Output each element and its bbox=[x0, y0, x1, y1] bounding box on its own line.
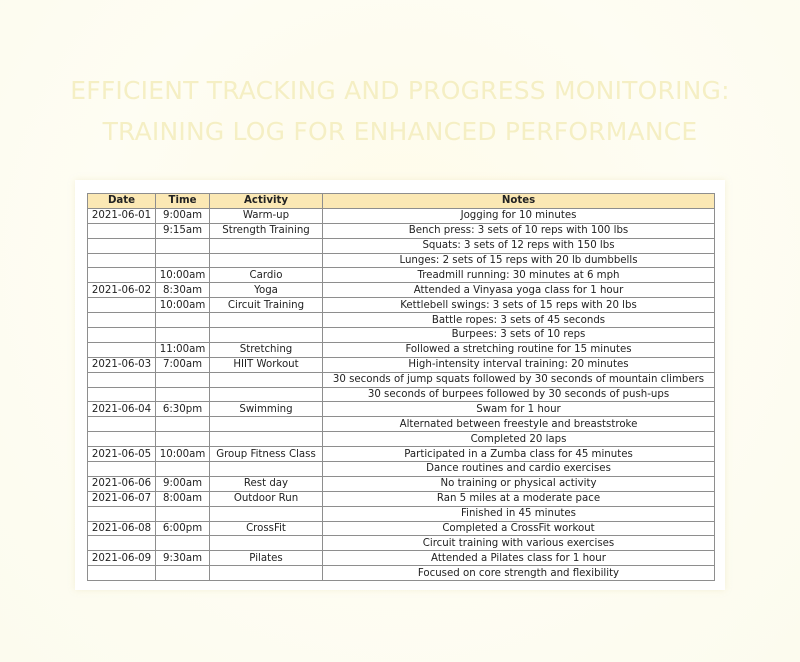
cell-activity: Stretching bbox=[210, 342, 323, 357]
table-row bbox=[88, 387, 715, 402]
table-row bbox=[88, 566, 715, 581]
cell-time: 9:30am bbox=[156, 551, 210, 566]
cell-activity bbox=[210, 506, 323, 521]
cell-time bbox=[156, 387, 210, 402]
cell-date: 2021-06-09 bbox=[88, 551, 156, 566]
cell-notes: Followed a stretching routine for 15 minutes bbox=[323, 342, 715, 357]
cell-activity bbox=[210, 462, 323, 477]
cell-notes: Treadmill running: 30 minutes at 6 mph bbox=[323, 268, 715, 283]
cell-time: 9:15am bbox=[156, 223, 210, 238]
cell-date: 2021-06-04 bbox=[88, 402, 156, 417]
cell-activity: Yoga bbox=[210, 283, 323, 298]
header-row bbox=[88, 194, 715, 209]
cell-notes: Circuit training with various exercises bbox=[323, 536, 715, 551]
cell-notes: 30 seconds of burpees followed by 30 seconds of push-ups bbox=[323, 387, 715, 402]
cell-date: 2021-06-07 bbox=[88, 491, 156, 506]
table-row bbox=[88, 357, 715, 372]
cell-time: 7:00am bbox=[156, 357, 210, 372]
cell-time bbox=[156, 536, 210, 551]
header-date: Date bbox=[88, 194, 156, 209]
cell-activity bbox=[210, 566, 323, 581]
cell-time bbox=[156, 313, 210, 328]
cell-time: 11:00am bbox=[156, 342, 210, 357]
cell-time bbox=[156, 566, 210, 581]
cell-date bbox=[88, 253, 156, 268]
cell-time: 10:00am bbox=[156, 447, 210, 462]
cell-date: 2021-06-06 bbox=[88, 476, 156, 491]
table-row bbox=[88, 402, 715, 417]
cell-date bbox=[88, 566, 156, 581]
cell-time bbox=[156, 328, 210, 343]
cell-date: 2021-06-01 bbox=[88, 208, 156, 223]
cell-activity: HIIT Workout bbox=[210, 357, 323, 372]
cell-notes: Focused on core strength and flexibility bbox=[323, 566, 715, 581]
cell-activity bbox=[210, 313, 323, 328]
cell-date bbox=[88, 313, 156, 328]
cell-date bbox=[88, 238, 156, 253]
cell-date bbox=[88, 536, 156, 551]
header-time: Time bbox=[156, 194, 210, 209]
cell-time: 6:30pm bbox=[156, 402, 210, 417]
title-line-2: TRAINING LOG FOR ENHANCED PERFORMANCE bbox=[102, 117, 698, 146]
cell-date: 2021-06-03 bbox=[88, 357, 156, 372]
cell-activity bbox=[210, 536, 323, 551]
cell-activity bbox=[210, 432, 323, 447]
cell-notes: Alternated between freestyle and breaststroke bbox=[323, 417, 715, 432]
cell-activity: CrossFit bbox=[210, 521, 323, 536]
cell-date bbox=[88, 372, 156, 387]
cell-time: 8:30am bbox=[156, 283, 210, 298]
cell-activity: Outdoor Run bbox=[210, 491, 323, 506]
cell-activity bbox=[210, 328, 323, 343]
table-row bbox=[88, 253, 715, 268]
cell-notes: Finished in 45 minutes bbox=[323, 506, 715, 521]
table-row bbox=[88, 521, 715, 536]
cell-date: 2021-06-05 bbox=[88, 447, 156, 462]
cell-date: 2021-06-08 bbox=[88, 521, 156, 536]
cell-date bbox=[88, 268, 156, 283]
table-row bbox=[88, 462, 715, 477]
cell-time bbox=[156, 372, 210, 387]
table-row bbox=[88, 506, 715, 521]
table-row bbox=[88, 536, 715, 551]
cell-notes: Completed 20 laps bbox=[323, 432, 715, 447]
cell-time bbox=[156, 238, 210, 253]
cell-time bbox=[156, 432, 210, 447]
cell-notes: Jogging for 10 minutes bbox=[323, 208, 715, 223]
cell-notes: Burpees: 3 sets of 10 reps bbox=[323, 328, 715, 343]
cell-activity: Pilates bbox=[210, 551, 323, 566]
table-row bbox=[88, 328, 715, 343]
cell-notes: Dance routines and cardio exercises bbox=[323, 462, 715, 477]
cell-notes: Completed a CrossFit workout bbox=[323, 521, 715, 536]
cell-activity bbox=[210, 387, 323, 402]
table-row bbox=[88, 551, 715, 566]
cell-date bbox=[88, 432, 156, 447]
table-row bbox=[88, 372, 715, 387]
header-activity: Activity bbox=[210, 194, 323, 209]
table-row bbox=[88, 298, 715, 313]
cell-notes: Squats: 3 sets of 12 reps with 150 lbs bbox=[323, 238, 715, 253]
cell-activity bbox=[210, 238, 323, 253]
cell-time: 9:00am bbox=[156, 208, 210, 223]
cell-time: 9:00am bbox=[156, 476, 210, 491]
cell-date bbox=[88, 462, 156, 477]
cell-notes: Swam for 1 hour bbox=[323, 402, 715, 417]
table-row bbox=[88, 268, 715, 283]
cell-activity: Group Fitness Class bbox=[210, 447, 323, 462]
cell-date bbox=[88, 342, 156, 357]
cell-activity bbox=[210, 372, 323, 387]
cell-activity: Strength Training bbox=[210, 223, 323, 238]
cell-activity bbox=[210, 253, 323, 268]
cell-notes: Ran 5 miles at a moderate pace bbox=[323, 491, 715, 506]
cell-time: 10:00am bbox=[156, 298, 210, 313]
cell-time bbox=[156, 253, 210, 268]
table-row bbox=[88, 491, 715, 506]
table-row bbox=[88, 238, 715, 253]
table-row bbox=[88, 417, 715, 432]
cell-time: 8:00am bbox=[156, 491, 210, 506]
cell-notes: Battle ropes: 3 sets of 45 seconds bbox=[323, 313, 715, 328]
cell-notes: High-intensity interval training: 20 minutes bbox=[323, 357, 715, 372]
cell-activity: Warm-up bbox=[210, 208, 323, 223]
cell-date bbox=[88, 506, 156, 521]
cell-notes: Bench press: 3 sets of 10 reps with 100 lbs bbox=[323, 223, 715, 238]
header-notes: Notes bbox=[323, 194, 715, 209]
cell-date bbox=[88, 223, 156, 238]
cell-date bbox=[88, 387, 156, 402]
cell-notes: 30 seconds of jump squats followed by 30 seconds of mountain climbers bbox=[323, 372, 715, 387]
cell-activity: Swimming bbox=[210, 402, 323, 417]
table-row bbox=[88, 447, 715, 462]
cell-activity: Cardio bbox=[210, 268, 323, 283]
cell-activity bbox=[210, 417, 323, 432]
cell-notes: Lunges: 2 sets of 15 reps with 20 lb dumbbells bbox=[323, 253, 715, 268]
cell-time: 10:00am bbox=[156, 268, 210, 283]
cell-activity: Circuit Training bbox=[210, 298, 323, 313]
cell-notes: Attended a Pilates class for 1 hour bbox=[323, 551, 715, 566]
table-body bbox=[88, 208, 715, 580]
cell-notes: Participated in a Zumba class for 45 minutes bbox=[323, 447, 715, 462]
cell-time bbox=[156, 506, 210, 521]
cell-time bbox=[156, 417, 210, 432]
table-row bbox=[88, 313, 715, 328]
cell-activity: Rest day bbox=[210, 476, 323, 491]
training-log-table bbox=[87, 193, 715, 581]
cell-date bbox=[88, 328, 156, 343]
cell-time bbox=[156, 462, 210, 477]
cell-date bbox=[88, 298, 156, 313]
title-line-1: EFFICIENT TRACKING AND PROGRESS MONITORING: bbox=[70, 76, 730, 105]
page-title bbox=[0, 70, 800, 152]
table-row bbox=[88, 476, 715, 491]
cell-notes: No training or physical activity bbox=[323, 476, 715, 491]
table-row bbox=[88, 283, 715, 298]
table-row bbox=[88, 342, 715, 357]
cell-notes: Attended a Vinyasa yoga class for 1 hour bbox=[323, 283, 715, 298]
cell-date: 2021-06-02 bbox=[88, 283, 156, 298]
cell-notes: Kettlebell swings: 3 sets of 15 reps with 20 lbs bbox=[323, 298, 715, 313]
cell-date bbox=[88, 417, 156, 432]
table-row bbox=[88, 223, 715, 238]
cell-time: 6:00pm bbox=[156, 521, 210, 536]
table-row bbox=[88, 432, 715, 447]
table-row bbox=[88, 208, 715, 223]
